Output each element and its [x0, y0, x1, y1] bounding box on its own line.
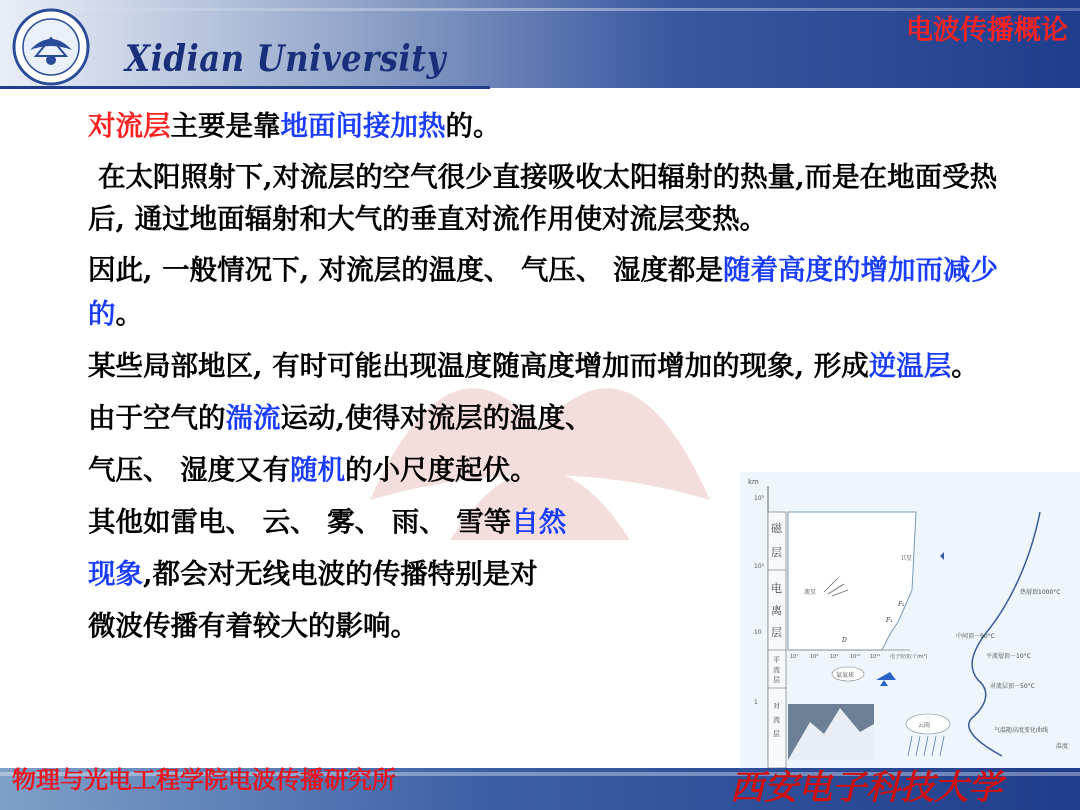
density-tick: 10⁹	[830, 654, 839, 660]
layer-char: 流	[773, 666, 780, 674]
density-tick: 10⁷	[790, 654, 799, 660]
figure-y-tick: 1	[754, 699, 758, 706]
layer-char: 层	[771, 546, 782, 559]
figure-y-tick: 10	[754, 629, 762, 636]
university-name-cn: 西安电子科技大学	[730, 768, 1002, 808]
paragraph-3	[88, 248, 1033, 336]
paragraph-6	[88, 448, 728, 492]
cloud-label: 云雨	[918, 722, 931, 729]
text-run: 气压、 湿度又有	[88, 454, 291, 486]
paragraph-8	[88, 552, 728, 596]
text-run: 由于空气的	[88, 402, 226, 434]
layer-char: 平	[773, 656, 780, 664]
paragraph-9: 微波传播有着较大的影响。	[88, 610, 418, 642]
thermopause-label: 热層頂1000°C	[1020, 589, 1061, 596]
term-ground-heating: 地面间接加热	[280, 110, 446, 142]
text-run: 的小尺度起伏。	[345, 454, 538, 486]
layer-char: 对	[773, 702, 780, 710]
figure-unit-label: km	[748, 478, 759, 486]
text-run: 。	[115, 298, 143, 330]
paragraph-1	[88, 104, 1033, 148]
density-axis-label: 电子密度(个/m³)	[890, 654, 928, 660]
term-inversion-layer: 逆温层	[868, 350, 952, 382]
satellite-label: 卫星	[900, 555, 913, 562]
header-rule	[0, 86, 490, 89]
density-tick: 10¹⁰	[850, 654, 861, 660]
density-tick: 10⁸	[810, 654, 819, 660]
layer-char: 离	[771, 604, 782, 617]
layer-char: 流	[773, 716, 780, 724]
university-seal-icon	[12, 8, 90, 86]
text-run: ,都会对无线电波的传播特别是对	[143, 558, 538, 590]
course-title: 电波传播概论	[906, 15, 1068, 46]
text-run: 某些局部地区, 有时可能出现温度随高度增加而增加的现象, 形成	[88, 350, 869, 382]
mark-f2: F₂	[898, 601, 905, 608]
layer-char: 层	[773, 730, 780, 738]
mark-d: D	[842, 637, 847, 644]
paragraph-5	[88, 396, 748, 440]
layer-char: 层	[773, 676, 780, 684]
layer-char: 层	[771, 626, 782, 639]
curve-label: 气温随高度变化曲线	[994, 727, 1049, 734]
text-run: 运动,使得对流层的温度、	[280, 402, 593, 434]
text-run: 。	[951, 350, 979, 382]
layer-char: 电	[771, 582, 782, 595]
meteor-label: 流星	[804, 589, 817, 596]
layer-char: 磁	[771, 522, 782, 535]
term-turbulence: 湍流	[225, 402, 281, 434]
atmosphere-layers-figure	[740, 472, 1080, 768]
text-run: 主要是靠	[170, 110, 281, 142]
temperature-axis-label: 温度	[1056, 743, 1069, 750]
text-run: 的。	[445, 110, 501, 142]
university-name-en: Xidian University	[125, 38, 446, 80]
balloon-label: 氣氣球	[836, 672, 855, 679]
term-decrease-with-height: 随着高度的增加而减少的	[88, 254, 998, 330]
term-natural: 自然	[511, 506, 567, 538]
institute-name: 物理与光电工程学院电波传播研究所	[12, 766, 396, 794]
term-phenomena: 现象	[88, 558, 143, 590]
term-random: 随机	[290, 454, 346, 486]
paragraph-4	[88, 344, 1033, 388]
density-tick: 10¹¹	[870, 654, 881, 660]
paragraph-2: 在太阳照射下,对流层的空气很少直接吸收太阳辐射的热量,而是在地面受热后, 通过地面辐射和大气的垂直对流作用使对流层变热。	[88, 161, 998, 235]
text-run: 因此, 一般情况下, 对流层的温度、 气压、 湿度都是	[88, 254, 723, 286]
stratopause-label: 平流層頂－10°C	[986, 653, 1031, 660]
tropopause-label: 对流层顶－50°C	[990, 683, 1035, 690]
mesopause-label: 中间顶－90°C	[956, 633, 995, 640]
term-troposphere: 对流层	[88, 110, 171, 142]
text-run: 其他如雷电、 云、 雾、 雨、 雪等	[88, 506, 512, 538]
mark-f1: F₁	[886, 617, 893, 624]
paragraph-7	[88, 500, 728, 544]
figure-y-tick: 10²	[754, 563, 765, 570]
figure-y-tick: 10³	[754, 495, 765, 502]
